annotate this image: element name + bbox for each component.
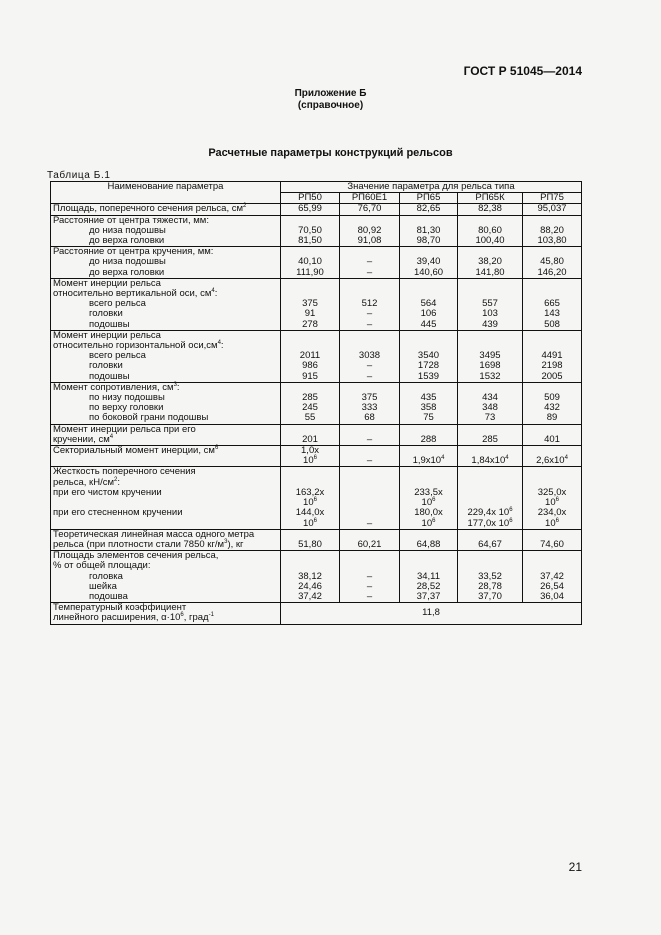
row-label: Расстояние от центра тяжести, мм: до низа подошвы до верха головки xyxy=(51,215,281,247)
table-cell: 65,99 xyxy=(281,204,340,215)
table-row xyxy=(51,446,582,467)
row-label: Температурный коэффициент линейного расширения, $\alpha\cdot 10^6$, град$^{-1}$ xyxy=(51,603,281,624)
table-row xyxy=(51,603,582,624)
row-label: Расстояние от центра кручения, мм: до низа подошвы до верха головки xyxy=(51,247,281,279)
document-title: Расчетные параметры конструкций рельсов xyxy=(208,147,453,159)
table-cell: 80,92 91,08 xyxy=(340,215,400,247)
table-cell: 435 358 75 xyxy=(400,382,458,424)
table-row xyxy=(51,247,582,279)
table-cell: 3038 – – xyxy=(340,330,400,382)
table-cell: 70,50 81,50 xyxy=(281,215,340,247)
table-cell: – xyxy=(340,446,400,467)
table-cell: 82,38 xyxy=(458,204,523,215)
row-label: Момент инерции рельса относительно вертикальной оси, $см^4$: всего рельса головки подошвы xyxy=(51,278,281,330)
table-cell: 38,20 141,80 xyxy=(458,247,523,279)
row-label: Теоретическая линейная масса одного метра рельса (при плотности стали 7850 $кг/м^3$), кг xyxy=(51,529,281,550)
table-row xyxy=(51,529,582,550)
table-cell: 3495 1698 1532 xyxy=(458,330,523,382)
table-cell: 39,40 140,60 xyxy=(400,247,458,279)
table-cell: – – xyxy=(340,247,400,279)
table-cell: 434 348 73 xyxy=(458,382,523,424)
table-cell: 564 106 445 xyxy=(400,278,458,330)
table-cell: 285 245 55 xyxy=(281,382,340,424)
row-label: Площадь, поперечного сечения рельса, $см^2$ xyxy=(51,204,281,215)
table-cell: 11,8 xyxy=(281,603,582,624)
param-name-header: Наименование параметра xyxy=(51,182,281,204)
table-cell: 34,11 28,52 37,37 xyxy=(400,551,458,603)
table-cell: 45,80 146,20 xyxy=(523,247,582,279)
table-cell: 201 xyxy=(281,424,340,445)
appendix-subtitle: (справочное) xyxy=(297,100,364,111)
table-cell: $2,6х10^4$ xyxy=(523,446,582,467)
row-label: Секториальный момент инерции, $см^6$ xyxy=(51,446,281,467)
page-number: 21 xyxy=(568,860,582,874)
table-cell: 51,80 xyxy=(281,529,340,550)
table-cell: – xyxy=(340,467,400,529)
type-header: РП50 xyxy=(281,193,340,204)
table-cell: 74,60 xyxy=(523,529,582,550)
table-cell: 95,037 xyxy=(523,204,582,215)
table-cell: 288 xyxy=(400,424,458,445)
table-row xyxy=(51,330,582,382)
table-cell: 285 xyxy=(458,424,523,445)
table-cell: 512 – – xyxy=(340,278,400,330)
table-cell: 509 432 89 xyxy=(523,382,582,424)
table-cell: 229,4х $10^6$ 177,0х $10^6$ xyxy=(458,467,523,529)
standard-designation: ГОСТ Р 51045—2014 xyxy=(463,64,582,78)
row-label: Площадь элементов сечения рельса, % от общей площади: головка шейка подошва xyxy=(51,551,281,603)
type-header: РП65К xyxy=(458,193,523,204)
table-cell: 2011 986 915 xyxy=(281,330,340,382)
table-cell: 4491 2198 2005 xyxy=(523,330,582,382)
table-row xyxy=(51,424,582,445)
row-label: Жесткость поперечного сечения рельса, $кН/см^2$: при его чистом кручении при его стесненном кручении xyxy=(51,467,281,529)
table-cell: 82,65 xyxy=(400,204,458,215)
table-cell: $1,9х10^4$ xyxy=(400,446,458,467)
table-cell: 375 333 68 xyxy=(340,382,400,424)
table-row xyxy=(51,278,582,330)
row-label: Момент сопротивления, $см^3$: по низу подошвы по верху головки по боковой грани подошвы xyxy=(51,382,281,424)
header-row xyxy=(51,182,582,193)
appendix-heading xyxy=(0,88,661,112)
table-cell: 3540 1728 1539 xyxy=(400,330,458,382)
table-cell: 665 143 508 xyxy=(523,278,582,330)
table-cell: 375 91 278 xyxy=(281,278,340,330)
table-cell: $1,84х10^4$ xyxy=(458,446,523,467)
type-header: РП65 xyxy=(400,193,458,204)
table-row xyxy=(51,215,582,247)
table-cell: 557 103 439 xyxy=(458,278,523,330)
table-cell: 64,67 xyxy=(458,529,523,550)
table-cell: 80,60 100,40 xyxy=(458,215,523,247)
table-cell: 1,0х $10^6$ xyxy=(281,446,340,467)
table-cell: – – – xyxy=(340,551,400,603)
table-cell: 81,30 98,70 xyxy=(400,215,458,247)
parameters-table xyxy=(50,181,582,625)
appendix-title: Приложение Б xyxy=(294,88,367,99)
table-cell: 76,70 xyxy=(340,204,400,215)
table-cell: 40,10 111,90 xyxy=(281,247,340,279)
type-header: РП75 xyxy=(523,193,582,204)
table-caption: Таблица Б.1 xyxy=(47,170,111,181)
table-cell: 33,52 28,78 37,70 xyxy=(458,551,523,603)
row-label: Момент инерции рельса при его кручении, $см^4$ xyxy=(51,424,281,445)
table-cell: 60,21 xyxy=(340,529,400,550)
value-header: Значение параметра для рельса типа xyxy=(281,182,582,193)
table-cell: – xyxy=(340,424,400,445)
table-row xyxy=(51,382,582,424)
table-cell: 38,12 24,46 37,42 xyxy=(281,551,340,603)
table-row xyxy=(51,204,582,215)
row-label: Момент инерции рельса относительно горизонтальной $оси,см^4$: всего рельса головки подошвы xyxy=(51,330,281,382)
table-row xyxy=(51,551,582,603)
table-cell: 64,88 xyxy=(400,529,458,550)
table-cell: 233,5х $10^6$ 180,0х $10^6$ xyxy=(400,467,458,529)
table-cell: 325,0х $10^6$ 234,0х $10^6$ xyxy=(523,467,582,529)
type-header: РП60Е1 xyxy=(340,193,400,204)
table-cell: 401 xyxy=(523,424,582,445)
table-cell: 163,2х $10^6$ 144,0х $10^6$ xyxy=(281,467,340,529)
table-cell: 88,20 103,80 xyxy=(523,215,582,247)
table-cell: 37,42 26,54 36,04 xyxy=(523,551,582,603)
table-row xyxy=(51,467,582,529)
